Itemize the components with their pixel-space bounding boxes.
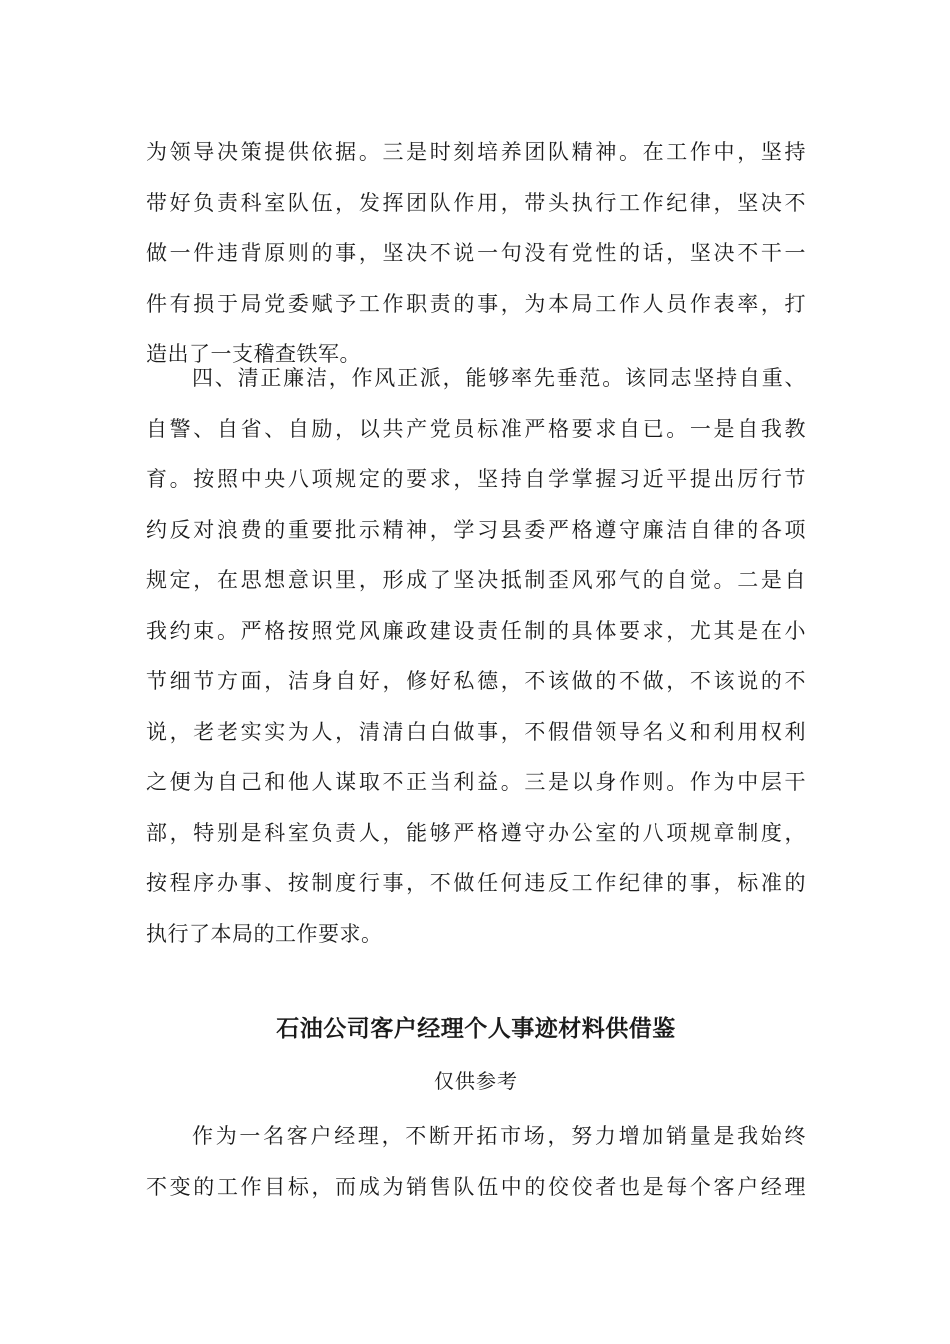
- text-line: 我约束。严格按照党风廉政建设责任制的具体要求，尤其是在小: [146, 618, 806, 643]
- document-title: 石油公司客户经理个人事迹材料供借鉴: [276, 1016, 676, 1042]
- text-line: 做一件违背原则的事，坚决不说一句没有党性的话，坚决不干一: [146, 241, 806, 265]
- text-line: 为领导决策提供依据。三是时刻培养团队精神。在工作中，坚持: [146, 140, 806, 164]
- text-line: 件有损于局党委赋予工作职责的事，为本局工作人员作表率，打: [146, 291, 806, 316]
- text-line: 四、清正廉洁，作风正派，能够率先垂范。该同志坚持自重、: [192, 366, 806, 390]
- text-line: 执行了本局的工作要求。: [146, 921, 383, 946]
- text-line: 带好负责科室队伍，发挥团队作用，带头执行工作纪律，坚决不: [146, 190, 806, 215]
- text-line: 规定，在思想意识里，形成了坚决抵制歪风邪气的自觉。二是自: [146, 568, 806, 592]
- paragraph-four: [146, 353, 806, 959]
- text-line: 说，老老实实为人，清清白白做事，不假借领导名义和利用权利: [146, 719, 806, 744]
- text-line: 部，特别是科室负责人，能够严格遵守办公室的八项规章制度，: [146, 820, 806, 845]
- paragraph-continued: [146, 127, 806, 380]
- document-subtitle: 仅供参考: [434, 1069, 518, 1093]
- text-line: 约反对浪费的重要批示精神，学习县委严格遵守廉洁自律的各项: [146, 517, 806, 542]
- paragraph-intro: [146, 1111, 806, 1212]
- text-line: 造出了一支稽查铁军。: [146, 342, 361, 366]
- text-line: 按程序办事、按制度行事，不做任何违反工作纪律的事，标准的: [146, 871, 806, 895]
- text-line: 育。按照中央八项规定的要求，坚持自学掌握习近平提出厉行节: [146, 467, 806, 491]
- text-line: 节细节方面，洁身自好，修好私德，不该做的不做，不该说的不: [146, 669, 806, 693]
- text-line: 作为一名客户经理，不断开拓市场，努力增加销量是我始终: [192, 1124, 806, 1148]
- text-line: 自警、自省、自励，以共产党员标准严格要求自已。一是自我教: [146, 416, 806, 441]
- text-line: 之便为自己和他人谋取不正当利益。三是以身作则。作为中层干: [146, 770, 806, 794]
- text-line: 不变的工作目标，而成为销售队伍中的佼佼者也是每个客户经理: [146, 1174, 806, 1199]
